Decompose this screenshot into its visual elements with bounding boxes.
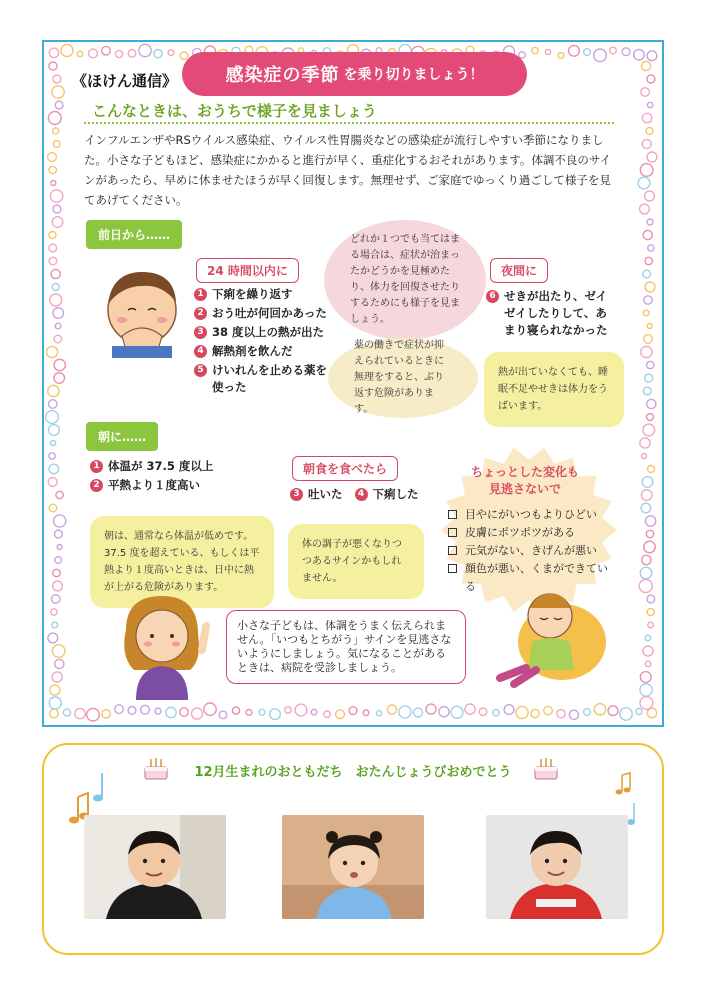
checklist-item: 顔色が悪い、くまができている: [448, 560, 612, 596]
checkbox-icon: [448, 546, 457, 555]
sick-boy-illustration: [92, 262, 192, 358]
previous-day-list: [194, 286, 334, 398]
list-item: 1 下痢を繰り返す: [194, 286, 334, 303]
night-list: [486, 288, 616, 341]
list-item: 4 解熱剤を飲んだ: [194, 343, 334, 360]
tag-previous-day: 前日から……: [86, 220, 182, 249]
checklist-item: 元気がない、きげんが悪い: [448, 542, 612, 560]
advice-speech-bubble: 小さな子どもは、体調をうまく伝えられません。「いつもとちがう」サインを見逃さないようにしましょう。気になることがあるときは、病院を受診しましょう。: [226, 610, 466, 684]
teacher-illustration: [106, 590, 216, 700]
changes-title: ちょっとした変化も 見逃さないで: [470, 465, 579, 496]
birthday-title: 12月生まれのおともだち おたんじょうびおめでとう: [194, 765, 512, 780]
list-item: 2 おう吐が何回かあった: [194, 305, 334, 322]
note-morning: 朝は、通常なら体温が低めです。37.5 度を超えている、もしくは平熱より１度高いときは、日中に熱が上がる危険があります。: [90, 516, 274, 608]
birthday-photo-1: [84, 815, 226, 919]
intro-paragraph: インフルエンザやRSウイルス感染症、ウイルス性胃腸炎などの感染症が流行しやすい季節になりました。小さな子どもほど、感染症にかかると進行が早く、重症化するおそれがあります。体調不良のサインがあったら、早めに休ませたほうが早く回復します。無理せず、ご家庭でゆっくり過ごして様子を見てあげてください。: [84, 133, 612, 207]
resting-child-illustration: [492, 578, 612, 688]
note-check-condition: どれか１つでも当てはまる場合は、症状が治まったかどうかを見極めたり、体力を回復させたりするためにも様子を見ましょう。: [324, 220, 486, 340]
pill-24-hours: 24 時間以内に: [196, 258, 299, 283]
title-sub: を乗り切りましょう！: [343, 67, 484, 83]
note-after-breakfast: 体の調子が悪くなりつつあるサインかもしれません。: [288, 524, 424, 599]
list-item: 4 下痢した: [355, 486, 419, 503]
checkbox-icon: [448, 510, 457, 519]
checkbox-icon: [448, 564, 457, 573]
title-banner: [182, 52, 527, 96]
list-item: 3 38 度以上の熱が出た: [194, 324, 334, 341]
pill-after-breakfast: 朝食を食べたら: [292, 456, 398, 481]
list-item: 2 平熱より１度高い: [90, 477, 240, 494]
tag-morning: 朝に……: [86, 422, 158, 451]
newsletter-frame: [42, 40, 664, 727]
checklist-item: 目やにがいつもよりひどい: [448, 506, 612, 524]
birthday-photo-2: [282, 815, 424, 919]
list-item: 1 体温が 37.5 度以上: [90, 458, 240, 475]
list-item: 3 吐いた: [290, 486, 343, 503]
list-item: 6 せきが出たり、ゼイゼイしたりして、あまり寝られなかった: [486, 288, 616, 339]
pill-night: 夜間に: [490, 258, 548, 283]
morning-list: [90, 458, 240, 496]
note-medicine-warning: 薬の働きで症状が抑えられているときに無理をすると、ぶり返す危険があります。: [328, 338, 478, 418]
birthday-section: [42, 743, 664, 955]
title-main: 感染症の季節: [225, 65, 340, 86]
note-night: 熱が出ていなくても、睡眠不足やせきは体力をうばいます。: [484, 352, 624, 427]
checklist-item: 皮膚にポツポツがある: [448, 524, 612, 542]
birthday-photo-3: [486, 815, 628, 919]
section-subhead: こんなときは、おうちで様子を見ましょう: [92, 102, 377, 120]
newsletter-label: 《ほけん通信》: [72, 72, 178, 90]
list-item: 5 けいれんを止める薬を使った: [194, 362, 334, 396]
dotted-divider: [84, 122, 614, 124]
checkbox-icon: [448, 528, 457, 537]
